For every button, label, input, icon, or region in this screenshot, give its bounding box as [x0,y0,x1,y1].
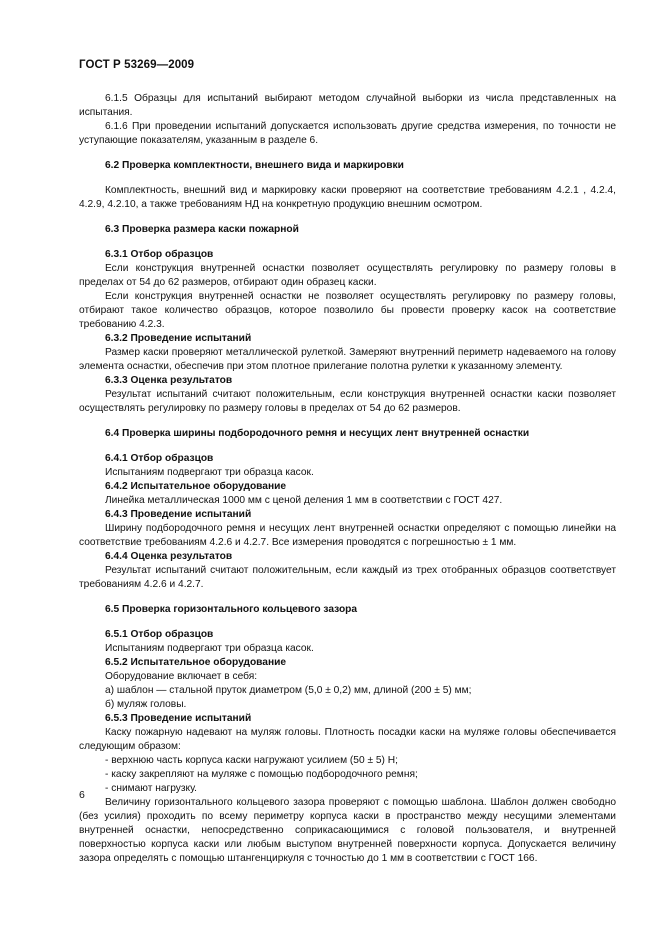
paragraph-6-2: Комплектность, внешний вид и маркировку каски проверяют на соответствие требованиям 4.2.1 , 4.2.4, 4.2.9, 4.2.10, а также требованиям НД на конкретную продукцию внешним осмотром. [79,185,616,210]
subsection-heading-6-4-3: 6.4.3 Проведение испытаний [105,509,252,520]
subsection-heading-6-4-2: 6.4.2 Испытательное оборудование [105,481,287,492]
list-item-6-5-2-a: а) шаблон — стальной пруток диаметром (5,0 ± 0,2) мм, длиной (200 ± 5) мм; [105,685,472,696]
paragraph-6-4-2: Линейка металлическая 1000 мм с ценой деления 1 мм в соответствии с ГОСТ 427. [105,495,503,506]
list-item-6-5-3-3: - снимают нагрузку. [105,783,198,794]
subsection-heading-6-4-4: 6.4.4 Оценка результатов [105,551,233,562]
subsection-heading-6-5-1: 6.5.1 Отбор образцов [105,629,214,640]
section-heading-6-5: 6.5 Проверка горизонтального кольцевого зазора [105,604,358,615]
section-heading-6-4: 6.4 Проверка ширины подбородочного ремня и несущих лент внутренней оснастки [105,428,530,439]
subsection-heading-6-3-3: 6.3.3 Оценка результатов [105,375,233,386]
paragraph-6-3-3: Результат испытаний считают положительным, если конструкция внутренней оснастки каски позволяет осуществлять регулировку по размеру головы в пределах от 54 до 62 размеров. [79,389,616,414]
page-number: 6 [79,789,85,801]
paragraph-6-3-1-b: Если конструкция внутренней оснастки не позволяет осуществлять регулировку по размеру головы, отбирают такое количество образцов, которое позволило бы провести проверку касок на соответствие требованию 4.2.3. [79,291,616,330]
subsection-heading-6-3-1: 6.3.1 Отбор образцов [105,249,214,260]
paragraph-6-5-3-a: Каску пожарную надевают на муляж головы. Плотность посадки каски на муляже головы обеспечивается следующим образом: [79,727,616,752]
paragraph-6-4-3: Ширину подбородочного ремня и несущих лент внутренней оснастки определяют с помощью линейки на соответствие требованиям 4.2.6 и 4.2.7. Все измерения проводятся с погрешностью ± 1 мм. [79,523,616,548]
subsection-heading-6-4-1: 6.4.1 Отбор образцов [105,453,214,464]
document-header: ГОСТ Р 53269—2009 [79,59,195,71]
subsection-heading-6-5-2: 6.5.2 Испытательное оборудование [105,657,287,668]
section-heading-6-3: 6.3 Проверка размера каски пожарной [105,224,299,235]
paragraph-6-4-1: Испытаниям подвергают три образца касок. [105,467,314,478]
section-heading-6-2: 6.2 Проверка комплектности, внешнего вида и маркировки [105,160,404,171]
list-item-6-5-2-b: б) муляж головы. [105,699,187,710]
paragraph-6-3-1-a: Если конструкция внутренней оснастки позволяет осуществлять регулировку по размеру головы в пределах от 54 до 62 размеров, отбирают один образец каски. [79,263,616,288]
paragraph-6-5-3-b: Величину горизонтального кольцевого зазора проверяют с помощью шаблона. Шаблон должен свободно (без усилия) проходить по всему периметру корпуса каски в пространство между несущими элементами внутренней оснастки, непосредственно соприкасающимися с головой пользователя, и внутренней поверхностью корпуса каски или любым выступом внутренней поверхности корпуса. Допускается величину зазора определять с помощью штангенциркуля с точностью до 1 мм в соответствии с ГОСТ 166. [79,797,616,864]
paragraph-6-5-2: Оборудование включает в себя: [105,671,258,682]
list-item-6-5-3-2: - каску закрепляют на муляже с помощью подбородочного ремня; [105,769,418,780]
subsection-heading-6-3-2: 6.3.2 Проведение испытаний [105,333,252,344]
list-item-6-5-3-1: - верхнюю часть корпуса каски нагружают усилием (50 ± 5) Н; [105,755,398,766]
paragraph-6-5-1: Испытаниям подвергают три образца касок. [105,643,314,654]
paragraph-6-1-5: 6.1.5 Образцы для испытаний выбирают методом случайной выборки из числа представленных на испытания. [79,93,616,118]
subsection-heading-6-5-3: 6.5.3 Проведение испытаний [105,713,252,724]
paragraph-6-4-4: Результат испытаний считают положительным, если каждый из трех отобранных образцов соответствует требованиям 4.2.6 и 4.2.7. [79,565,616,590]
document-body [79,92,616,866]
paragraph-6-1-6: 6.1.6 При проведении испытаний допускается использовать другие средства измерения, по точности не уступающие показателям, указанным в разделе 6. [79,121,616,146]
paragraph-6-3-2: Размер каски проверяют металлической рулеткой. Замеряют внутренний периметр надеваемого на голову элемента оснастки, обеспечив при этом плотное прилегание полотна рулетки к указанному элементу. [79,347,616,372]
